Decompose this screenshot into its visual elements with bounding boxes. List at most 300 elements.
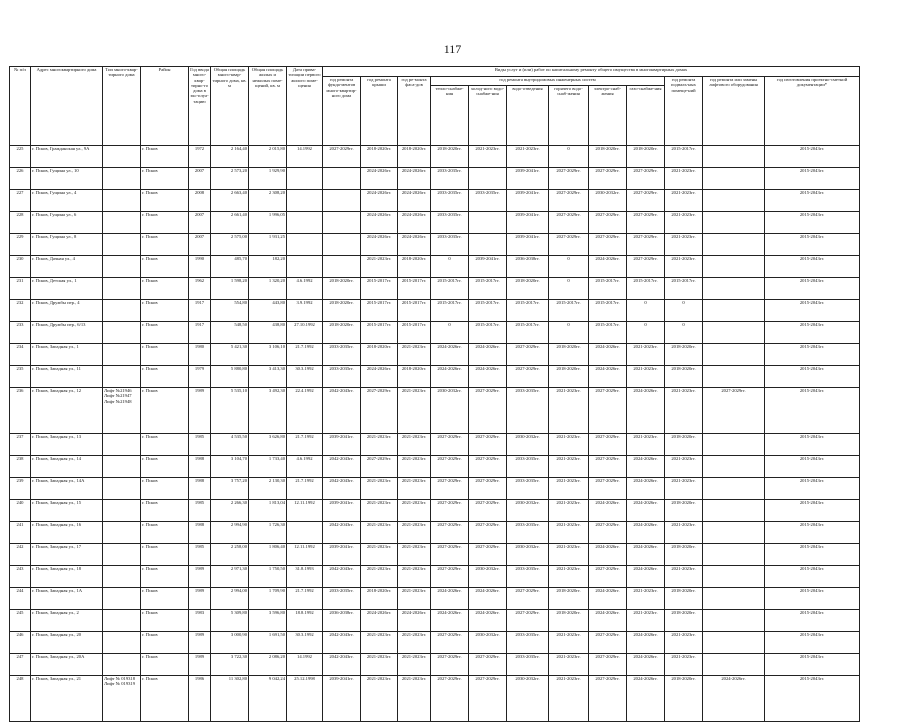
row-total-area: 2 258,00	[211, 544, 249, 566]
table-row	[10, 300, 860, 322]
row-number: 225	[10, 146, 31, 168]
row-sewer-year: 2030-2032гг.	[507, 676, 549, 722]
row-address: г. Псков, Дружбы пер., 4	[31, 300, 103, 322]
row-facade-year: 2021-2023гг.	[398, 676, 431, 722]
row-electric-year: 2027-2029гг.	[589, 654, 627, 676]
row-sewer-year: 2033-2035гг.	[507, 654, 549, 676]
row-basement-year: 2018-2020гг.	[665, 676, 703, 722]
row-heat-year: 0	[431, 256, 469, 278]
row-electric-year: 2015-2017гг.	[589, 278, 627, 300]
row-facade-year: 2018-2020гг.	[398, 146, 431, 168]
row-year: 2007	[189, 212, 211, 234]
row-living-area: 3 413,30	[249, 366, 287, 388]
row-gas-year: 2021-2023гг.	[627, 588, 665, 610]
row-basement-year: 2021-2023гг.	[665, 654, 703, 676]
row-number: 243	[10, 566, 31, 588]
row-number: 242	[10, 544, 31, 566]
table-row	[10, 478, 860, 500]
row-number: 247	[10, 654, 31, 676]
row-address: г. Псков, Западная ул., 20	[31, 632, 103, 654]
row-total-area: 2 994,90	[211, 522, 249, 544]
row-heat-year: 2027-2029гг.	[431, 456, 469, 478]
row-electric-year: 2027-2029гг.	[589, 676, 627, 722]
row-roof-year: 2027-2029гг.	[361, 388, 398, 434]
row-facade-year: 2018-2020гг.	[398, 256, 431, 278]
row-sewer-year: 2027-2029гг.	[507, 366, 549, 388]
row-electric-year: 2015-2017гг.	[589, 300, 627, 322]
row-cold-water-year: 2024-2026гг.	[469, 366, 507, 388]
row-total-area: 2 661,40	[211, 212, 249, 234]
row-total-area: 1 598,20	[211, 278, 249, 300]
row-basement-year: 2021-2023гг.	[665, 212, 703, 234]
row-gas-year: 2021-2023гг.	[627, 610, 665, 632]
row-electric-year: 2015-2017гг.	[589, 322, 627, 344]
header-hot-water: горячего водо-снаб-жения	[549, 86, 589, 146]
row-cold-water-year: 2027-2029гг.	[469, 388, 507, 434]
row-cold-water-year	[469, 234, 507, 256]
row-design-year: 2015-2043гг.	[765, 610, 860, 632]
row-foundation-year: 2039-2041гг.	[323, 500, 361, 522]
row-heat-year: 2024-2026гг.	[431, 366, 469, 388]
row-heat-year: 2027-2029гг.	[431, 676, 469, 722]
row-sewer-year: 2027-2029гг.	[507, 610, 549, 632]
row-cold-water-year	[469, 168, 507, 190]
row-basement-year: 2021-2023гг.	[665, 388, 703, 434]
row-foundation-year: 2042-2043гг.	[323, 522, 361, 544]
row-electric-year: 2027-2029гг.	[589, 388, 627, 434]
row-total-area: 2 573,20	[211, 168, 249, 190]
row-design-year: 2015-2043гг.	[765, 434, 860, 456]
row-total-area: 3 722,30	[211, 654, 249, 676]
row-elevator-year	[703, 456, 765, 478]
table-row	[10, 456, 860, 478]
row-facade-year: 2024-2026гг.	[398, 234, 431, 256]
row-year: 1962	[189, 278, 211, 300]
row-gas-year: 2024-2026гг.	[627, 544, 665, 566]
row-roof-year: 2027-2029гг.	[361, 456, 398, 478]
row-district: г. Псков	[141, 632, 189, 654]
row-sewer-year: 2039-2041гг.	[507, 234, 549, 256]
row-privatization-date: 12.11.1992	[287, 500, 323, 522]
row-gas-year: 2024-2026гг.	[627, 388, 665, 434]
row-gas-year: 2027-2029гг.	[627, 190, 665, 212]
row-address: г. Псков, Западная ул., 13	[31, 434, 103, 456]
row-total-area: 3 104,70	[211, 456, 249, 478]
row-elevator-year	[703, 190, 765, 212]
header-elevator: год ремонта или замены лифтового оборудования	[703, 77, 765, 146]
row-total-area: 5 421,30	[211, 344, 249, 366]
row-living-area: 1 691,50	[249, 632, 287, 654]
row-hot-water-year: 2027-2029гг.	[549, 234, 589, 256]
header-heat-supply: тепло-снабже-ния	[431, 86, 469, 146]
row-design-year: 2015-2043гг.	[765, 588, 860, 610]
row-design-year: 2015-2043гг.	[765, 566, 860, 588]
row-year: 1917	[189, 300, 211, 322]
row-hot-water-year: 2027-2029гг.	[549, 168, 589, 190]
row-cold-water-year: 2027-2029гг.	[469, 544, 507, 566]
row-hot-water-year: 2015-2017гг.	[549, 300, 589, 322]
row-foundation-year: 2018-2020гг.	[323, 322, 361, 344]
row-living-area: 1 813,04	[249, 500, 287, 522]
row-elevator-year	[703, 234, 765, 256]
table-row	[10, 544, 860, 566]
row-type	[103, 212, 141, 234]
row-elevator-year: 2024-2026гг.	[703, 676, 765, 722]
row-number: 229	[10, 234, 31, 256]
row-cold-water-year	[469, 212, 507, 234]
row-basement-year: 2018-2020гг.	[665, 434, 703, 456]
row-facade-year: 2015-2017гг.	[398, 300, 431, 322]
row-year: 2007	[189, 234, 211, 256]
row-hot-water-year: 2018-2020гг.	[549, 344, 589, 366]
header-gas: газо-снабже-ния	[627, 86, 665, 146]
row-district: г. Псков	[141, 500, 189, 522]
row-year: 1989	[189, 388, 211, 434]
row-number: 235	[10, 366, 31, 388]
row-year: 1917	[189, 322, 211, 344]
row-gas-year: 2021-2023гг.	[627, 366, 665, 388]
row-living-area: 1 931,25	[249, 234, 287, 256]
row-design-year: 2015-2043гг.	[765, 366, 860, 388]
table-row	[10, 654, 860, 676]
row-address: г. Псков, Западная ул., 11	[31, 366, 103, 388]
row-address: г. Псков, Западная ул., 21	[31, 676, 103, 722]
row-sewer-year: 2015-2017гг.	[507, 322, 549, 344]
row-district: г. Псков	[141, 588, 189, 610]
row-elevator-year	[703, 434, 765, 456]
row-basement-year: 2021-2023гг.	[665, 522, 703, 544]
row-district: г. Псков	[141, 388, 189, 434]
row-foundation-year: 2042-2043гг.	[323, 388, 361, 434]
row-elevator-year	[703, 522, 765, 544]
row-gas-year: 2018-2020гг.	[627, 146, 665, 168]
row-elevator-year	[703, 566, 765, 588]
row-electric-year: 2027-2029гг.	[589, 522, 627, 544]
row-foundation-year	[323, 190, 361, 212]
row-address: г. Псков, Детская ул., 1	[31, 278, 103, 300]
row-privatization-date: 30.3.1992	[287, 366, 323, 388]
row-address: г. Псков, Западная ул., 2	[31, 610, 103, 632]
row-privatization-date: 4.6.1992	[287, 278, 323, 300]
header-address: Адрес многоквартирного дома	[31, 67, 103, 146]
row-sewer-year: 2033-2035гг.	[507, 478, 549, 500]
row-cold-water-year: 2024-2026гг.	[469, 588, 507, 610]
row-elevator-year	[703, 146, 765, 168]
row-number: 232	[10, 300, 31, 322]
header-year: Год ввода много-квар-тирно-го дома в экс-плуа-тацию	[189, 67, 211, 146]
row-number: 231	[10, 278, 31, 300]
row-year: 1989	[189, 566, 211, 588]
row-hot-water-year: 2021-2023гг.	[549, 566, 589, 588]
row-design-year: 2015-2043гг.	[765, 500, 860, 522]
row-heat-year: 2024-2026гг.	[431, 344, 469, 366]
row-roof-year: 2021-2023гг.	[361, 500, 398, 522]
row-sewer-year: 2027-2029гг.	[507, 588, 549, 610]
row-district: г. Псков	[141, 610, 189, 632]
row-electric-year: 2027-2029гг.	[589, 478, 627, 500]
row-cold-water-year: 2027-2029гг.	[469, 434, 507, 456]
row-living-area: 1 996,05	[249, 212, 287, 234]
row-heat-year: 2015-2017гг.	[431, 278, 469, 300]
row-sewer-year: 2033-2035гг.	[507, 522, 549, 544]
row-privatization-date	[287, 190, 323, 212]
row-basement-year: 2018-2020гг.	[665, 610, 703, 632]
row-district: г. Псков	[141, 256, 189, 278]
table-row	[10, 434, 860, 456]
row-cold-water-year: 2021-2023гг.	[469, 146, 507, 168]
row-design-year: 2015-2043гг.	[765, 322, 860, 344]
row-basement-year: 2018-2020гг.	[665, 344, 703, 366]
row-number: 228	[10, 212, 31, 234]
table-row	[10, 366, 860, 388]
row-electric-year: 2027-2029гг.	[589, 212, 627, 234]
row-type	[103, 500, 141, 522]
row-living-area: 1 806,40	[249, 544, 287, 566]
row-district: г. Псков	[141, 322, 189, 344]
row-roof-year: 2024-2026гг.	[361, 234, 398, 256]
row-roof-year: 2021-2023гг.	[361, 522, 398, 544]
table-row	[10, 632, 860, 654]
row-sewer-year: 2027-2029гг.	[507, 344, 549, 366]
row-privatization-date	[287, 168, 323, 190]
header-privatization-date: Дата прива-тизации первого жилого поме-щения	[287, 67, 323, 146]
row-hot-water-year: 2021-2023гг.	[549, 478, 589, 500]
row-number: 236	[10, 388, 31, 434]
row-total-area: 5 880,80	[211, 366, 249, 388]
row-district: г. Псков	[141, 168, 189, 190]
row-district: г. Псков	[141, 434, 189, 456]
row-cold-water-year: 2030-2032гг.	[469, 566, 507, 588]
row-type	[103, 544, 141, 566]
row-facade-year: 2024-2026гг.	[398, 212, 431, 234]
row-type: Лифт № 019318 Лифт № 019319	[103, 676, 141, 722]
row-living-area: 443,80	[249, 300, 287, 322]
row-heat-year: 2027-2029гг.	[431, 500, 469, 522]
table-row	[10, 212, 860, 234]
row-number: 246	[10, 632, 31, 654]
row-foundation-year	[323, 212, 361, 234]
row-heat-year: 2027-2029гг.	[431, 654, 469, 676]
row-elevator-year	[703, 300, 765, 322]
row-privatization-date: 3.9.1992	[287, 300, 323, 322]
row-elevator-year	[703, 168, 765, 190]
table-row	[10, 344, 860, 366]
row-address: г. Псков, Западная ул., 12	[31, 388, 103, 434]
row-roof-year: 2024-2026гг.	[361, 168, 398, 190]
row-hot-water-year: 2018-2020гг.	[549, 588, 589, 610]
row-total-area: 2 164,40	[211, 146, 249, 168]
row-heat-year: 2015-2017гг.	[431, 300, 469, 322]
row-hot-water-year: 2021-2023гг.	[549, 522, 589, 544]
row-cold-water-year: 2027-2029гг.	[469, 456, 507, 478]
row-gas-year: 2024-2026гг.	[627, 478, 665, 500]
table-row	[10, 234, 860, 256]
row-gas-year: 2024-2026гг.	[627, 632, 665, 654]
row-gas-year: 2024-2026гг.	[627, 676, 665, 722]
row-type	[103, 256, 141, 278]
row-type	[103, 366, 141, 388]
row-privatization-date: 18.8.1992	[287, 610, 323, 632]
capital-repair-table	[9, 66, 860, 722]
row-basement-year: 2021-2023гг.	[665, 632, 703, 654]
row-type	[103, 478, 141, 500]
row-living-area: 1 726,30	[249, 522, 287, 544]
row-elevator-year	[703, 366, 765, 388]
row-sewer-year: 2018-2020гг.	[507, 278, 549, 300]
row-sewer-year: 2039-2041гг.	[507, 168, 549, 190]
row-type: Лифт №21946 Лифт №21947 Лифт №21948	[103, 388, 141, 434]
table-row	[10, 522, 860, 544]
row-basement-year: 2021-2023гг.	[665, 168, 703, 190]
row-sewer-year: 2033-2035гг.	[507, 388, 549, 434]
row-design-year: 2015-2043гг.	[765, 654, 860, 676]
row-facade-year: 2021-2023гг.	[398, 456, 431, 478]
row-roof-year: 2015-2017гг.	[361, 278, 398, 300]
row-cold-water-year: 2027-2029гг.	[469, 522, 507, 544]
row-facade-year: 2021-2023гг.	[398, 434, 431, 456]
row-privatization-date	[287, 522, 323, 544]
row-facade-year: 2021-2023гг.	[398, 588, 431, 610]
row-type	[103, 610, 141, 632]
header-living-area: Общая площадь жилых и нежилых поме-щений, кв. м	[249, 67, 287, 146]
table-row	[10, 190, 860, 212]
header-electric: электро-снаб-жения	[589, 86, 627, 146]
row-roof-year: 2018-2020гг.	[361, 344, 398, 366]
row-elevator-year	[703, 500, 765, 522]
row-district: г. Псков	[141, 456, 189, 478]
row-hot-water-year: 2018-2020гг.	[549, 610, 589, 632]
row-living-area: 2 086,20	[249, 654, 287, 676]
row-elevator-year	[703, 322, 765, 344]
row-cold-water-year: 2027-2029гг.	[469, 676, 507, 722]
row-district: г. Псков	[141, 146, 189, 168]
row-number: 226	[10, 168, 31, 190]
header-facade: год ре-монта фаса-дов	[398, 77, 431, 146]
row-hot-water-year: 2021-2023гг.	[549, 654, 589, 676]
row-privatization-date: 22.4.1992	[287, 388, 323, 434]
row-number: 238	[10, 456, 31, 478]
row-district: г. Псков	[141, 344, 189, 366]
row-sewer-year: 2033-2035гг.	[507, 632, 549, 654]
row-hot-water-year: 0	[549, 322, 589, 344]
row-elevator-year	[703, 544, 765, 566]
row-year: 1985	[189, 544, 211, 566]
row-address: г. Псков, Западная ул., 20А	[31, 654, 103, 676]
header-roof: год ремонта крыши	[361, 77, 398, 146]
row-number: 237	[10, 434, 31, 456]
row-gas-year: 2021-2023гг.	[627, 434, 665, 456]
row-heat-year: 2033-2035гг.	[431, 168, 469, 190]
row-design-year: 2015-2043гг.	[765, 190, 860, 212]
row-gas-year: 2027-2029гг.	[627, 212, 665, 234]
row-total-area: 3 757,20	[211, 478, 249, 500]
row-heat-year: 2030-2032гг.	[431, 388, 469, 434]
row-foundation-year: 2039-2041гг.	[323, 544, 361, 566]
row-elevator-year	[703, 212, 765, 234]
row-gas-year: 0	[627, 322, 665, 344]
row-roof-year: 2021-2023гг.	[361, 478, 398, 500]
row-facade-year: 2021-2023гг.	[398, 500, 431, 522]
row-heat-year: 2027-2029гг.	[431, 632, 469, 654]
row-year: 1985	[189, 434, 211, 456]
row-facade-year: 2021-2023гг.	[398, 344, 431, 366]
row-foundation-year: 2039-2041гг.	[323, 434, 361, 456]
table-row	[10, 322, 860, 344]
row-heat-year: 2024-2026гг.	[431, 610, 469, 632]
row-total-area: 5 535,10	[211, 388, 249, 434]
row-living-area: 9 042,24	[249, 676, 287, 722]
row-basement-year: 2021-2023гг.	[665, 190, 703, 212]
row-address: г. Псков, Дружбы пер., 6/13	[31, 322, 103, 344]
row-privatization-date: 27.10.1992	[287, 322, 323, 344]
row-living-area: 1 750,50	[249, 566, 287, 588]
row-number: 233	[10, 322, 31, 344]
row-number: 234	[10, 344, 31, 366]
row-sewer-year: 2030-2032гг.	[507, 434, 549, 456]
row-design-year: 2015-2043гг.	[765, 632, 860, 654]
row-basement-year: 2018-2020гг.	[665, 500, 703, 522]
row-foundation-year: 2036-2038гг.	[323, 610, 361, 632]
table-row	[10, 588, 860, 610]
row-cold-water-year: 2033-2035гг.	[469, 190, 507, 212]
row-gas-year: 0	[627, 300, 665, 322]
row-roof-year: 2021-2023гг.	[361, 256, 398, 278]
row-facade-year: 2021-2023гг.	[398, 388, 431, 434]
row-type	[103, 632, 141, 654]
row-design-year: 2015-2043гг.	[765, 256, 860, 278]
row-hot-water-year: 0	[549, 146, 589, 168]
row-type	[103, 234, 141, 256]
row-total-area: 5 309,80	[211, 610, 249, 632]
row-year: 1988	[189, 456, 211, 478]
row-sewer-year: 2036-2038гг.	[507, 256, 549, 278]
row-type	[103, 654, 141, 676]
row-district: г. Псков	[141, 300, 189, 322]
table-body	[10, 146, 860, 722]
row-living-area: 3 492,30	[249, 388, 287, 434]
table-row	[10, 676, 860, 722]
row-privatization-date: 14.1992	[287, 146, 323, 168]
row-privatization-date: 21.7.1992	[287, 344, 323, 366]
row-year: 1989	[189, 588, 211, 610]
row-year: 2007	[189, 168, 211, 190]
row-facade-year: 2024-2026гг.	[398, 190, 431, 212]
row-basement-year: 2021-2023гг.	[665, 256, 703, 278]
row-foundation-year	[323, 256, 361, 278]
row-cold-water-year: 2027-2029гг.	[469, 478, 507, 500]
row-total-area: 2 971,30	[211, 566, 249, 588]
row-elevator-year	[703, 256, 765, 278]
row-year: 1988	[189, 522, 211, 544]
row-basement-year: 2018-2020гг.	[665, 544, 703, 566]
row-year: 1988	[189, 478, 211, 500]
row-hot-water-year: 2021-2023гг.	[549, 676, 589, 722]
row-total-area: 4 535,50	[211, 434, 249, 456]
header-cold-water: холод-ного водо-снабже-ния	[469, 86, 507, 146]
row-number: 241	[10, 522, 31, 544]
row-year: 1972	[189, 146, 211, 168]
row-roof-year: 2021-2023гг.	[361, 632, 398, 654]
row-cold-water-year: 2039-2041гг.	[469, 256, 507, 278]
row-facade-year: 2015-2017гг.	[398, 322, 431, 344]
row-electric-year: 2024-2026гг.	[589, 544, 627, 566]
row-heat-year: 2027-2029гг.	[431, 522, 469, 544]
row-elevator-year	[703, 610, 765, 632]
row-roof-year: 2024-2026гг.	[361, 610, 398, 632]
row-design-year: 2015-2043гг.	[765, 522, 860, 544]
row-roof-year: 2015-2017гг.	[361, 300, 398, 322]
row-sewer-year: 2030-2032гг.	[507, 544, 549, 566]
